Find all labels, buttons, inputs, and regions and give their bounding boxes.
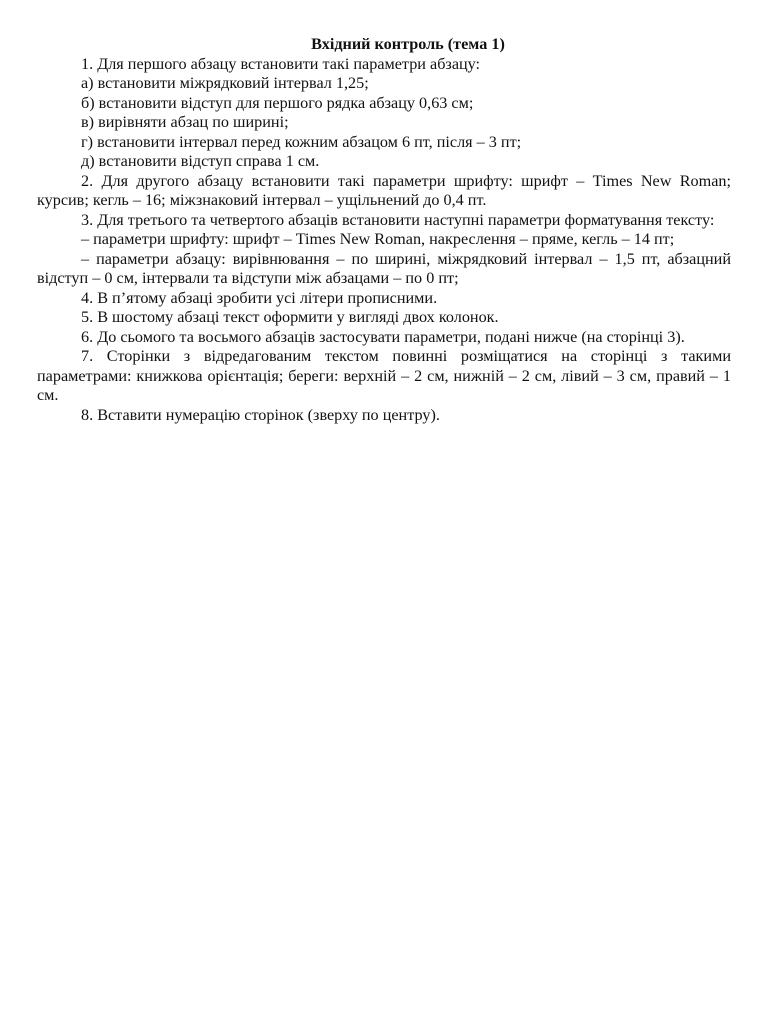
task-1a: а) встановити міжрядковий інтервал 1,25; bbox=[81, 74, 369, 92]
task-1b: б) встановити відступ для першого рядка абзацу 0,63 см; bbox=[81, 93, 474, 112]
task-1e: д) встановити відступ справа 1 см. bbox=[81, 152, 320, 170]
task-2: 2. Для другого абзацу встановити такі параметри шрифту: шрифт – Times New Roman; курсив; кегль – 16; міжзнаковий інтервал – ущільнений до 0,4 пт. bbox=[37, 171, 731, 209]
document-page bbox=[37, 35, 731, 425]
document-title: Вхідний контроль (тема 1) bbox=[311, 35, 505, 53]
task-1: 1. Для першого абзацу встановити такі параметри абзацу: bbox=[81, 54, 481, 73]
task-1d: г) встановити інтервал перед кожним абзацом 6 пт, після – 3 пт; bbox=[81, 132, 522, 151]
task-3-paragraph: – параметри абзацу: вирівнювання – по ширині, міжрядковий інтервал – 1,5 пт, абзацний відступ – 0 см, інтервали та відступи між абзацами – по 0 пт; bbox=[37, 249, 731, 287]
task-4: 4. В п’ятому абзаці зробити усі літери прописними. bbox=[81, 288, 438, 307]
task-8: 8. Вставити нумерацію сторінок (зверху по центру). bbox=[81, 405, 440, 424]
task-3-font: – параметри шрифту: шрифт – Times New Roman, накреслення – пряме, кегль – 14 пт; bbox=[81, 230, 675, 248]
task-6: 6. До сьомого та восьмого абзаців застосувати параметри, подані нижче (на сторінці 3). bbox=[81, 327, 685, 346]
task-7: 7. Сторінки з відредагованим текстом повинні розміщатися на сторінці з такими параметрами: книжкова орієнтація; береги: верхній – 2 см, нижній – 2 см, лівий – 3 см, правий – 1 см. bbox=[37, 347, 731, 404]
task-5: 5. В шостому абзаці текст оформити у вигляді двох колонок. bbox=[81, 308, 499, 326]
task-1c: в) вирівняти абзац по ширині; bbox=[81, 113, 289, 131]
task-3: 3. Для третього та четвертого абзаців встановити наступні параметри форматування тексту: bbox=[81, 210, 715, 229]
